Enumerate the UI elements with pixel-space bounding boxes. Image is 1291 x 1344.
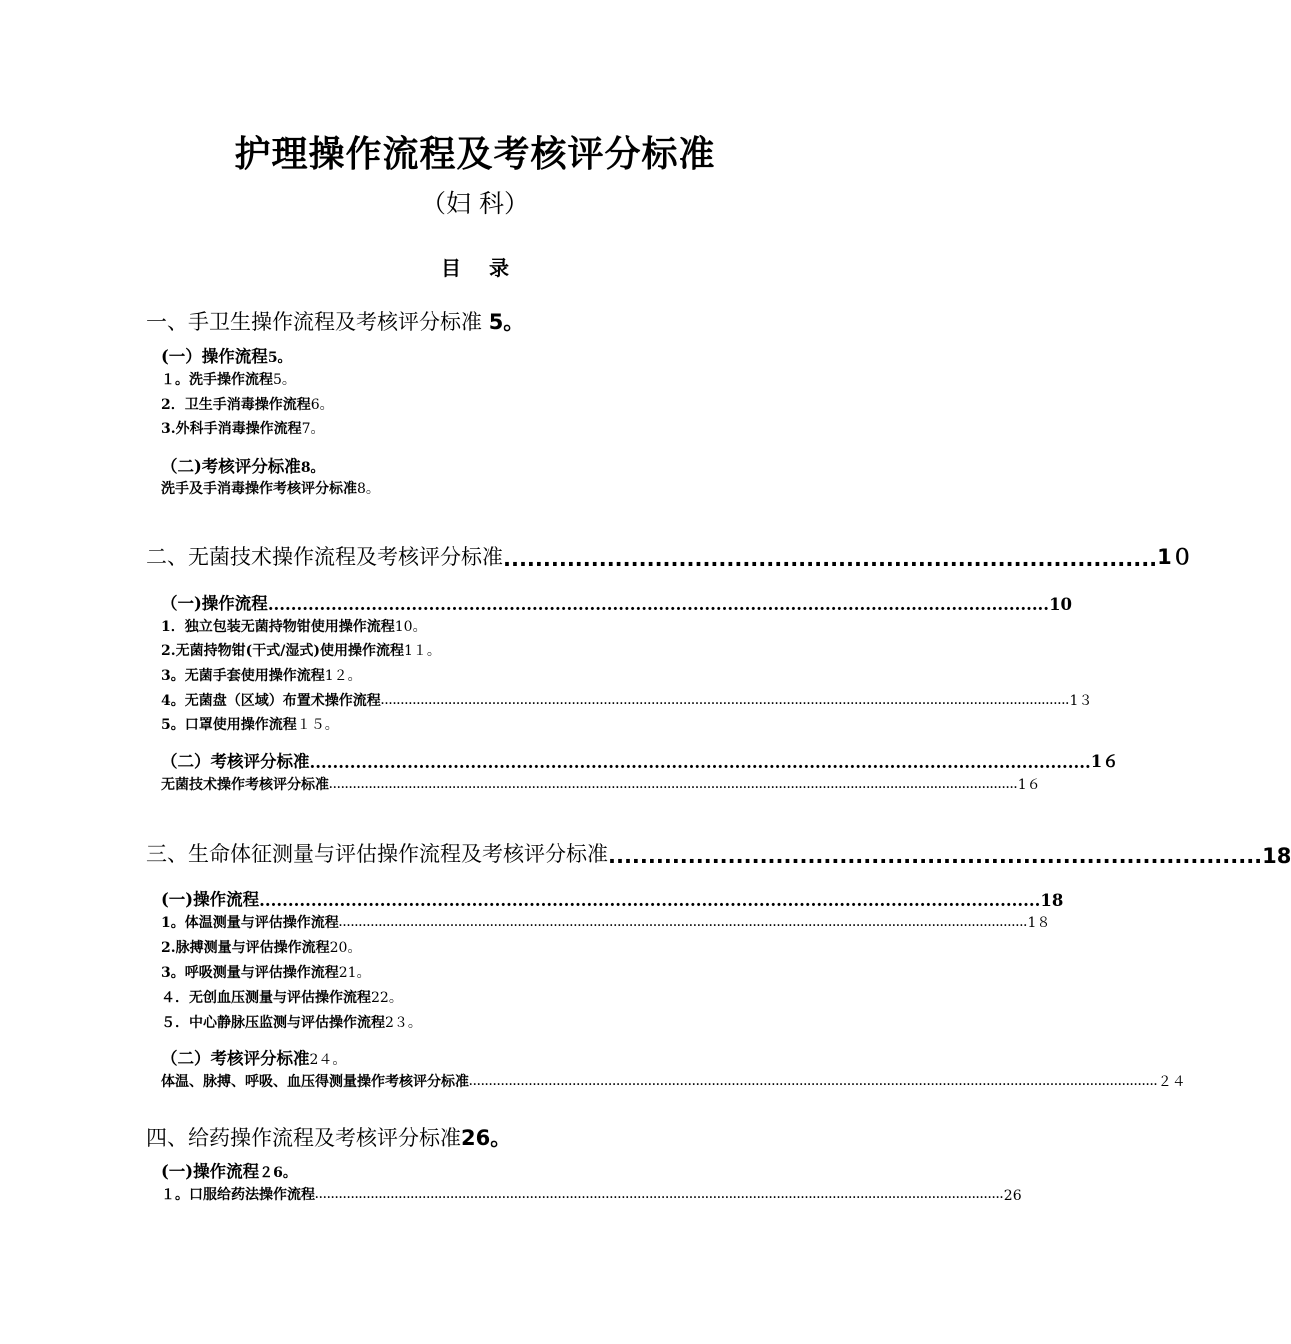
section-page: 1０ (1157, 545, 1193, 569)
item-label: 3。无菌手套使用操作流程 (161, 668, 325, 684)
toc-section-4[interactable] (146, 1122, 511, 1152)
toc-item[interactable] (161, 987, 403, 1007)
dot-leader: ............................................................................................................................................................................. (338, 918, 1028, 929)
toc-group[interactable] (161, 748, 1119, 772)
item-page: 1２。 (324, 668, 362, 684)
item-page: 21。 (338, 965, 371, 981)
item-label: 2.无菌持物钳(干式/湿式)使用操作流程 (161, 643, 404, 659)
toc-item[interactable] (161, 394, 334, 414)
toc-section-2[interactable] (146, 541, 1193, 571)
section-page: 26。 (461, 1126, 512, 1150)
toc-item[interactable] (161, 640, 441, 660)
toc-title: 目录 (441, 256, 537, 280)
dot-leader: ........................................................................................................................................ (309, 753, 1091, 772)
item-page: 1１。 (403, 643, 441, 659)
toc-item[interactable] (161, 774, 1041, 794)
section-heading: 三、生命体征测量与评估操作流程及考核评分标准 (146, 842, 608, 866)
section-heading: 二、无菌技术操作流程及考核评分标准 (146, 545, 503, 569)
item-label: 无菌技术操作考核评分标准 (161, 777, 329, 793)
dot-leader: ............................................................................................................................................................................. (329, 780, 1018, 791)
section-heading: 四、给药操作流程及考核评分标准 (146, 1126, 461, 1150)
item-page: 10。 (394, 619, 427, 635)
item-page: 20。 (329, 940, 362, 956)
group-label: （二）考核评分标准 (161, 1049, 310, 1068)
group-label: （一)操作流程 (161, 594, 268, 613)
toc-group[interactable] (161, 590, 1073, 614)
toc-group[interactable] (161, 1045, 346, 1069)
group-label: (一）操作流程 (161, 347, 268, 366)
toc-item[interactable] (161, 478, 380, 498)
item-label: 体温、脉搏、呼吸、血压得测量操作考核评分标准 (161, 1074, 469, 1090)
item-page: 2３。 (385, 1015, 422, 1031)
toc-group[interactable] (161, 886, 1064, 910)
group-label: （二)考核评分标准 (161, 457, 301, 476)
dot-leader: ........................................................................................................................................ (267, 595, 1050, 614)
item-label: 2.脉搏测量与评估操作流程 (161, 940, 330, 956)
item-page: ２４ (1157, 1074, 1186, 1090)
item-label: １。口服给药法操作流程 (161, 1187, 315, 1203)
item-page: １５。 (296, 717, 339, 733)
toc-section-3[interactable] (146, 838, 1291, 868)
dot-leader: .................................................................................. (503, 547, 1158, 571)
section-page: 5。 (488, 310, 525, 334)
group-label: (一)操作流程 (161, 1162, 260, 1181)
group-page: ２6。 (259, 1165, 297, 1181)
dot-leader: ............................................................................................................................................................................. (315, 1190, 1004, 1201)
toc-section-1[interactable] (146, 306, 524, 336)
group-page: 10 (1049, 595, 1073, 614)
toc-item[interactable] (161, 912, 1051, 932)
item-label: 4。无菌盘（区域）布置术操作流程 (161, 693, 381, 709)
item-page: 7。 (301, 421, 325, 437)
toc-item[interactable] (161, 418, 325, 438)
item-page: 1３ (1069, 693, 1093, 709)
toc-item[interactable] (161, 690, 1093, 710)
item-label: 3.外科手消毒操作流程 (161, 421, 302, 437)
toc-item[interactable] (161, 937, 361, 957)
group-page: 5。 (267, 350, 292, 366)
dot-leader: ............................................................................................................................................................................. (469, 1077, 1158, 1088)
toc-item[interactable] (161, 1012, 422, 1032)
item-label: 2．卫生手消毒操作流程 (161, 397, 311, 413)
item-page: 1６ (1017, 777, 1041, 793)
dot-leader: ............................................................................................................................................................................. (380, 696, 1070, 707)
dot-leader: ........................................................................................................................................ (259, 891, 1041, 910)
item-label: 5。口罩使用操作流程 (161, 717, 297, 733)
group-label: （二）考核评分标准 (161, 752, 310, 771)
item-label: 1。体温测量与评估操作流程 (161, 915, 339, 931)
document-subtitle: （妇 科） (421, 189, 529, 218)
toc-item[interactable] (161, 369, 296, 389)
dot-leader: .................................................................................. (608, 844, 1263, 868)
item-label: 洗手及手消毒操作考核评分标准 (161, 481, 357, 497)
item-page: 6。 (310, 397, 334, 413)
group-label: (一)操作流程 (161, 890, 260, 909)
group-page: 8。 (300, 460, 325, 476)
toc-item[interactable] (161, 714, 339, 734)
item-label: 1．独立包装无菌持物钳使用操作流程 (161, 619, 395, 635)
item-label: １。洗手操作流程 (161, 372, 273, 388)
section-heading: 一、手卫生操作流程及考核评分标准 (146, 310, 482, 334)
item-page: 1８ (1027, 915, 1051, 931)
group-page: 1６ (1090, 752, 1119, 771)
toc-group[interactable] (161, 343, 292, 367)
group-page: 18 (1040, 891, 1064, 910)
toc-item[interactable] (161, 616, 427, 636)
toc-item[interactable] (161, 1071, 1186, 1091)
toc-group[interactable] (161, 453, 325, 477)
section-page: 18 (1262, 844, 1291, 868)
item-label: ５．中心静脉压监测与评估操作流程 (161, 1015, 385, 1031)
item-page: 8。 (357, 481, 380, 497)
toc-item[interactable] (161, 962, 371, 982)
item-page: 22。 (371, 990, 403, 1006)
toc-item[interactable] (161, 665, 362, 685)
group-page: 2４。 (309, 1052, 347, 1068)
item-page: 5。 (273, 372, 296, 388)
item-label: ４．无创血压测量与评估操作流程 (161, 990, 371, 1006)
item-page: 26 (1003, 1188, 1022, 1204)
toc-group[interactable] (161, 1158, 297, 1182)
item-label: 3。呼吸测量与评估操作流程 (161, 965, 339, 981)
document-title: 护理操作流程及考核评分标准 (234, 134, 716, 175)
toc-item[interactable] (161, 1184, 1022, 1204)
